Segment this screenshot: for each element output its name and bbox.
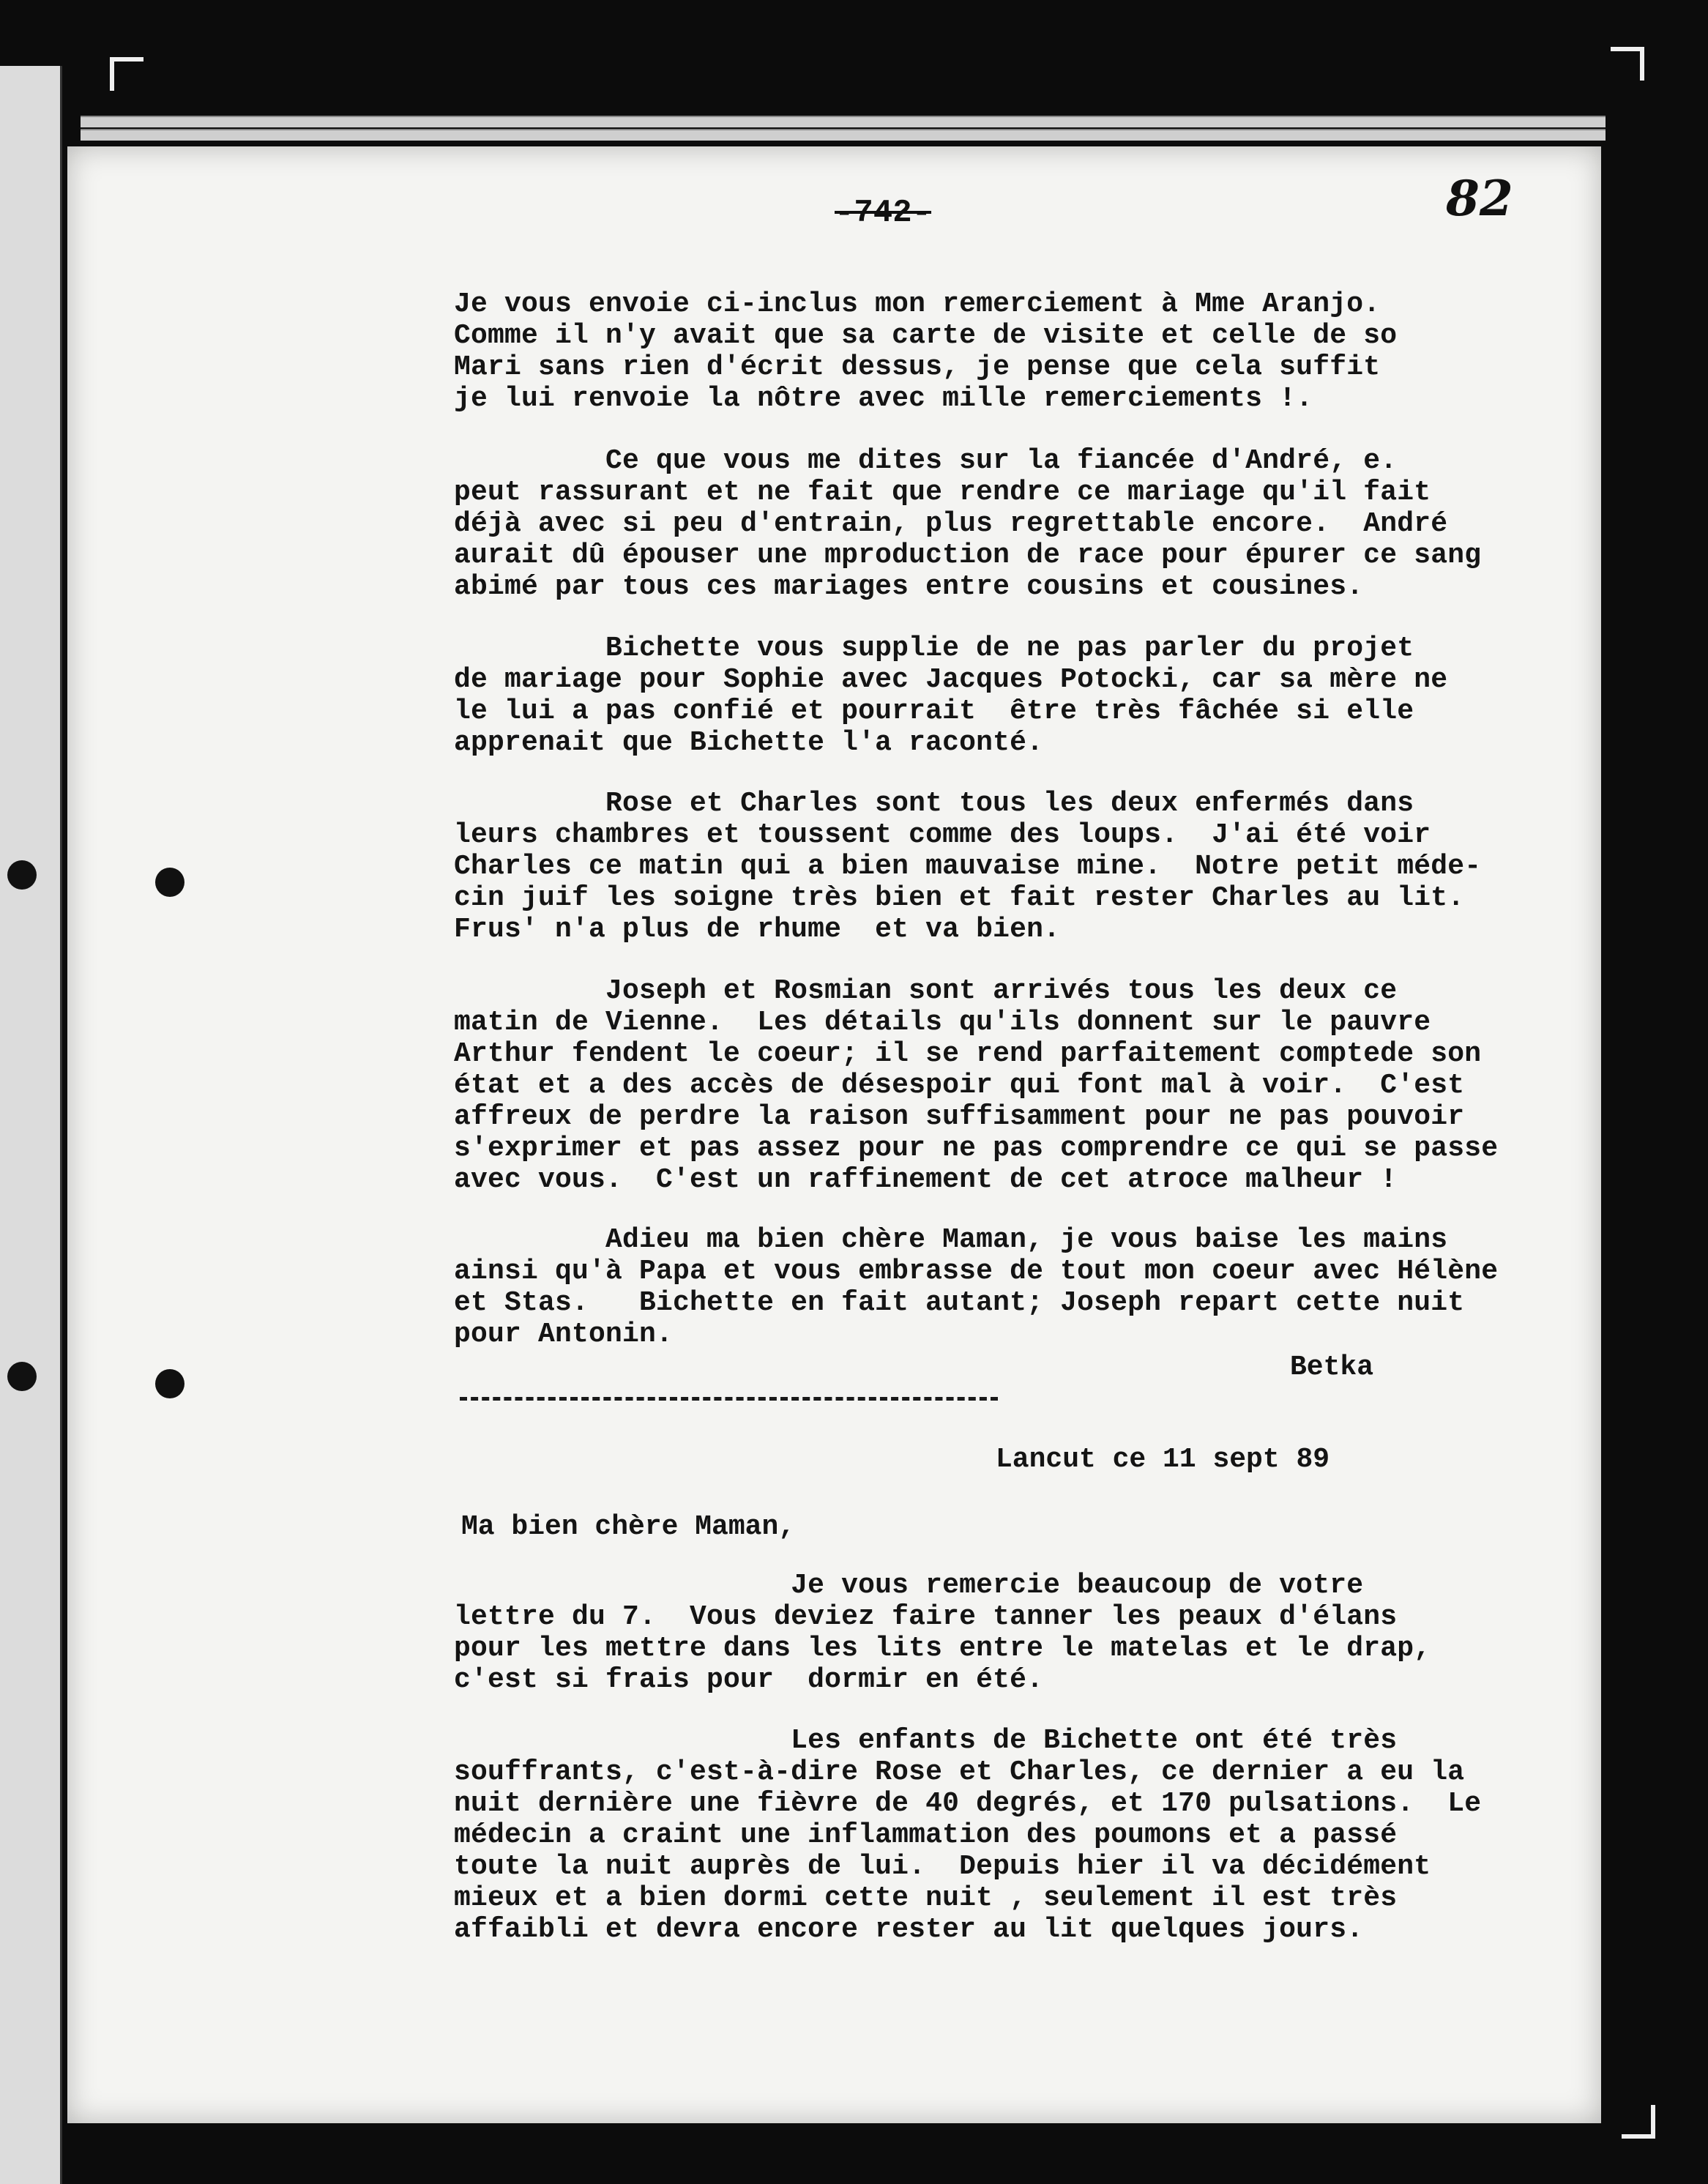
crop-mark bbox=[110, 57, 143, 91]
letter2-salutation: Ma bien chère Maman, bbox=[461, 1511, 796, 1543]
paper-stack-edge bbox=[81, 129, 1606, 141]
letter2-paragraph: Les enfants de Bichette ont été très souffrants, c'est-à-dire Rose et Charles, ce dernier a eu la nuit dernière une fièvre de 40 degrés, et 170 pulsations. Le médecin a craint une inflammation des poumons et a passé toute la nuit auprès de lui. Depuis hier il va décidément mieux et a bien dormi cette nuit , seulement il est très affaibli et devra encore rester au lit quelques jours. bbox=[454, 1725, 1482, 1945]
letter1-paragraph: Joseph et Rosmian sont arrivés tous les deux ce matin de Vienne. Les détails qu'ils donnent sur le pauvre Arthur fendent le coeur; il se rend parfaitement comptede son état et a des accès de désespoir qui font mal à voir. C'est affreux de perdre la raison suffisamment pour ne pas pouvoir s'exprimer et pas assez pour ne pas comprendre ce qui se passe avec vous. C'est un raffinement de cet atroce malheur ! bbox=[454, 975, 1499, 1196]
paper-stack-edge bbox=[81, 116, 1606, 127]
crop-mark bbox=[1611, 47, 1644, 81]
typed-page-number: -742- bbox=[835, 195, 932, 231]
letter2-date: Lancut ce 11 sept 89 bbox=[996, 1444, 1330, 1475]
letter1-paragraph: Ce que vous me dites sur la fiancée d'André, e. peut rassurant et ne fait que rendre ce mariage qu'il fait déjà avec si peu d'entrain, plus regrettable encore. André aurait dû épouser une mproduction de race pour épurer ce sang abimé par tous ces mariages entre cousins et cousines. bbox=[454, 445, 1482, 603]
punch-hole bbox=[155, 1369, 184, 1398]
letter1-paragraph: Rose et Charles sont tous les deux enfermés dans leurs chambres et toussent comme des loups. J'ai été voir Charles ce matin qui a bien mauvaise mine. Notre petit méde- cin juif les soigne très bien et fait rester Charles au lit. Frus' n'a plus de rhume et va bien. bbox=[454, 788, 1482, 945]
adjacent-page-strip bbox=[0, 66, 62, 2184]
crop-mark bbox=[1622, 2105, 1655, 2139]
separator-line bbox=[460, 1397, 998, 1401]
punch-hole bbox=[7, 1362, 37, 1391]
signature: Betka bbox=[1290, 1352, 1374, 1383]
handwritten-page-number: 82 bbox=[1446, 170, 1513, 227]
letter1-paragraph: Adieu ma bien chère Maman, je vous baise les mains ainsi qu'à Papa et vous embrasse de tout mon coeur avec Hélène et Stas. Bichette en fait autant; Joseph repart cette nuit pour Antonin. bbox=[454, 1224, 1499, 1350]
letter1-paragraph: Je vous envoie ci-inclus mon remerciement à Mme Aranjo. Comme il n'y avait que sa carte de visite et celle de so Mari sans rien d'écrit dessus, je pense que cela suffit je lui renvoie la nôtre avec mille remerciements !. bbox=[454, 288, 1398, 414]
punch-hole bbox=[7, 860, 37, 890]
punch-hole bbox=[155, 868, 184, 897]
letter2-paragraph: Je vous remercie beaucoup de votre lettre du 7. Vous deviez faire tanner les peaux d'élans pour les mettre dans les lits entre le matelas et le drap, c'est si frais pour dormir en été. bbox=[454, 1570, 1431, 1696]
letter1-paragraph: Bichette vous supplie de ne pas parler du projet de mariage pour Sophie avec Jacques Potocki, car sa mère ne le lui a pas confié et pourrait être très fâchée si elle apprenait que Bichette l'a raconté. bbox=[454, 633, 1448, 759]
